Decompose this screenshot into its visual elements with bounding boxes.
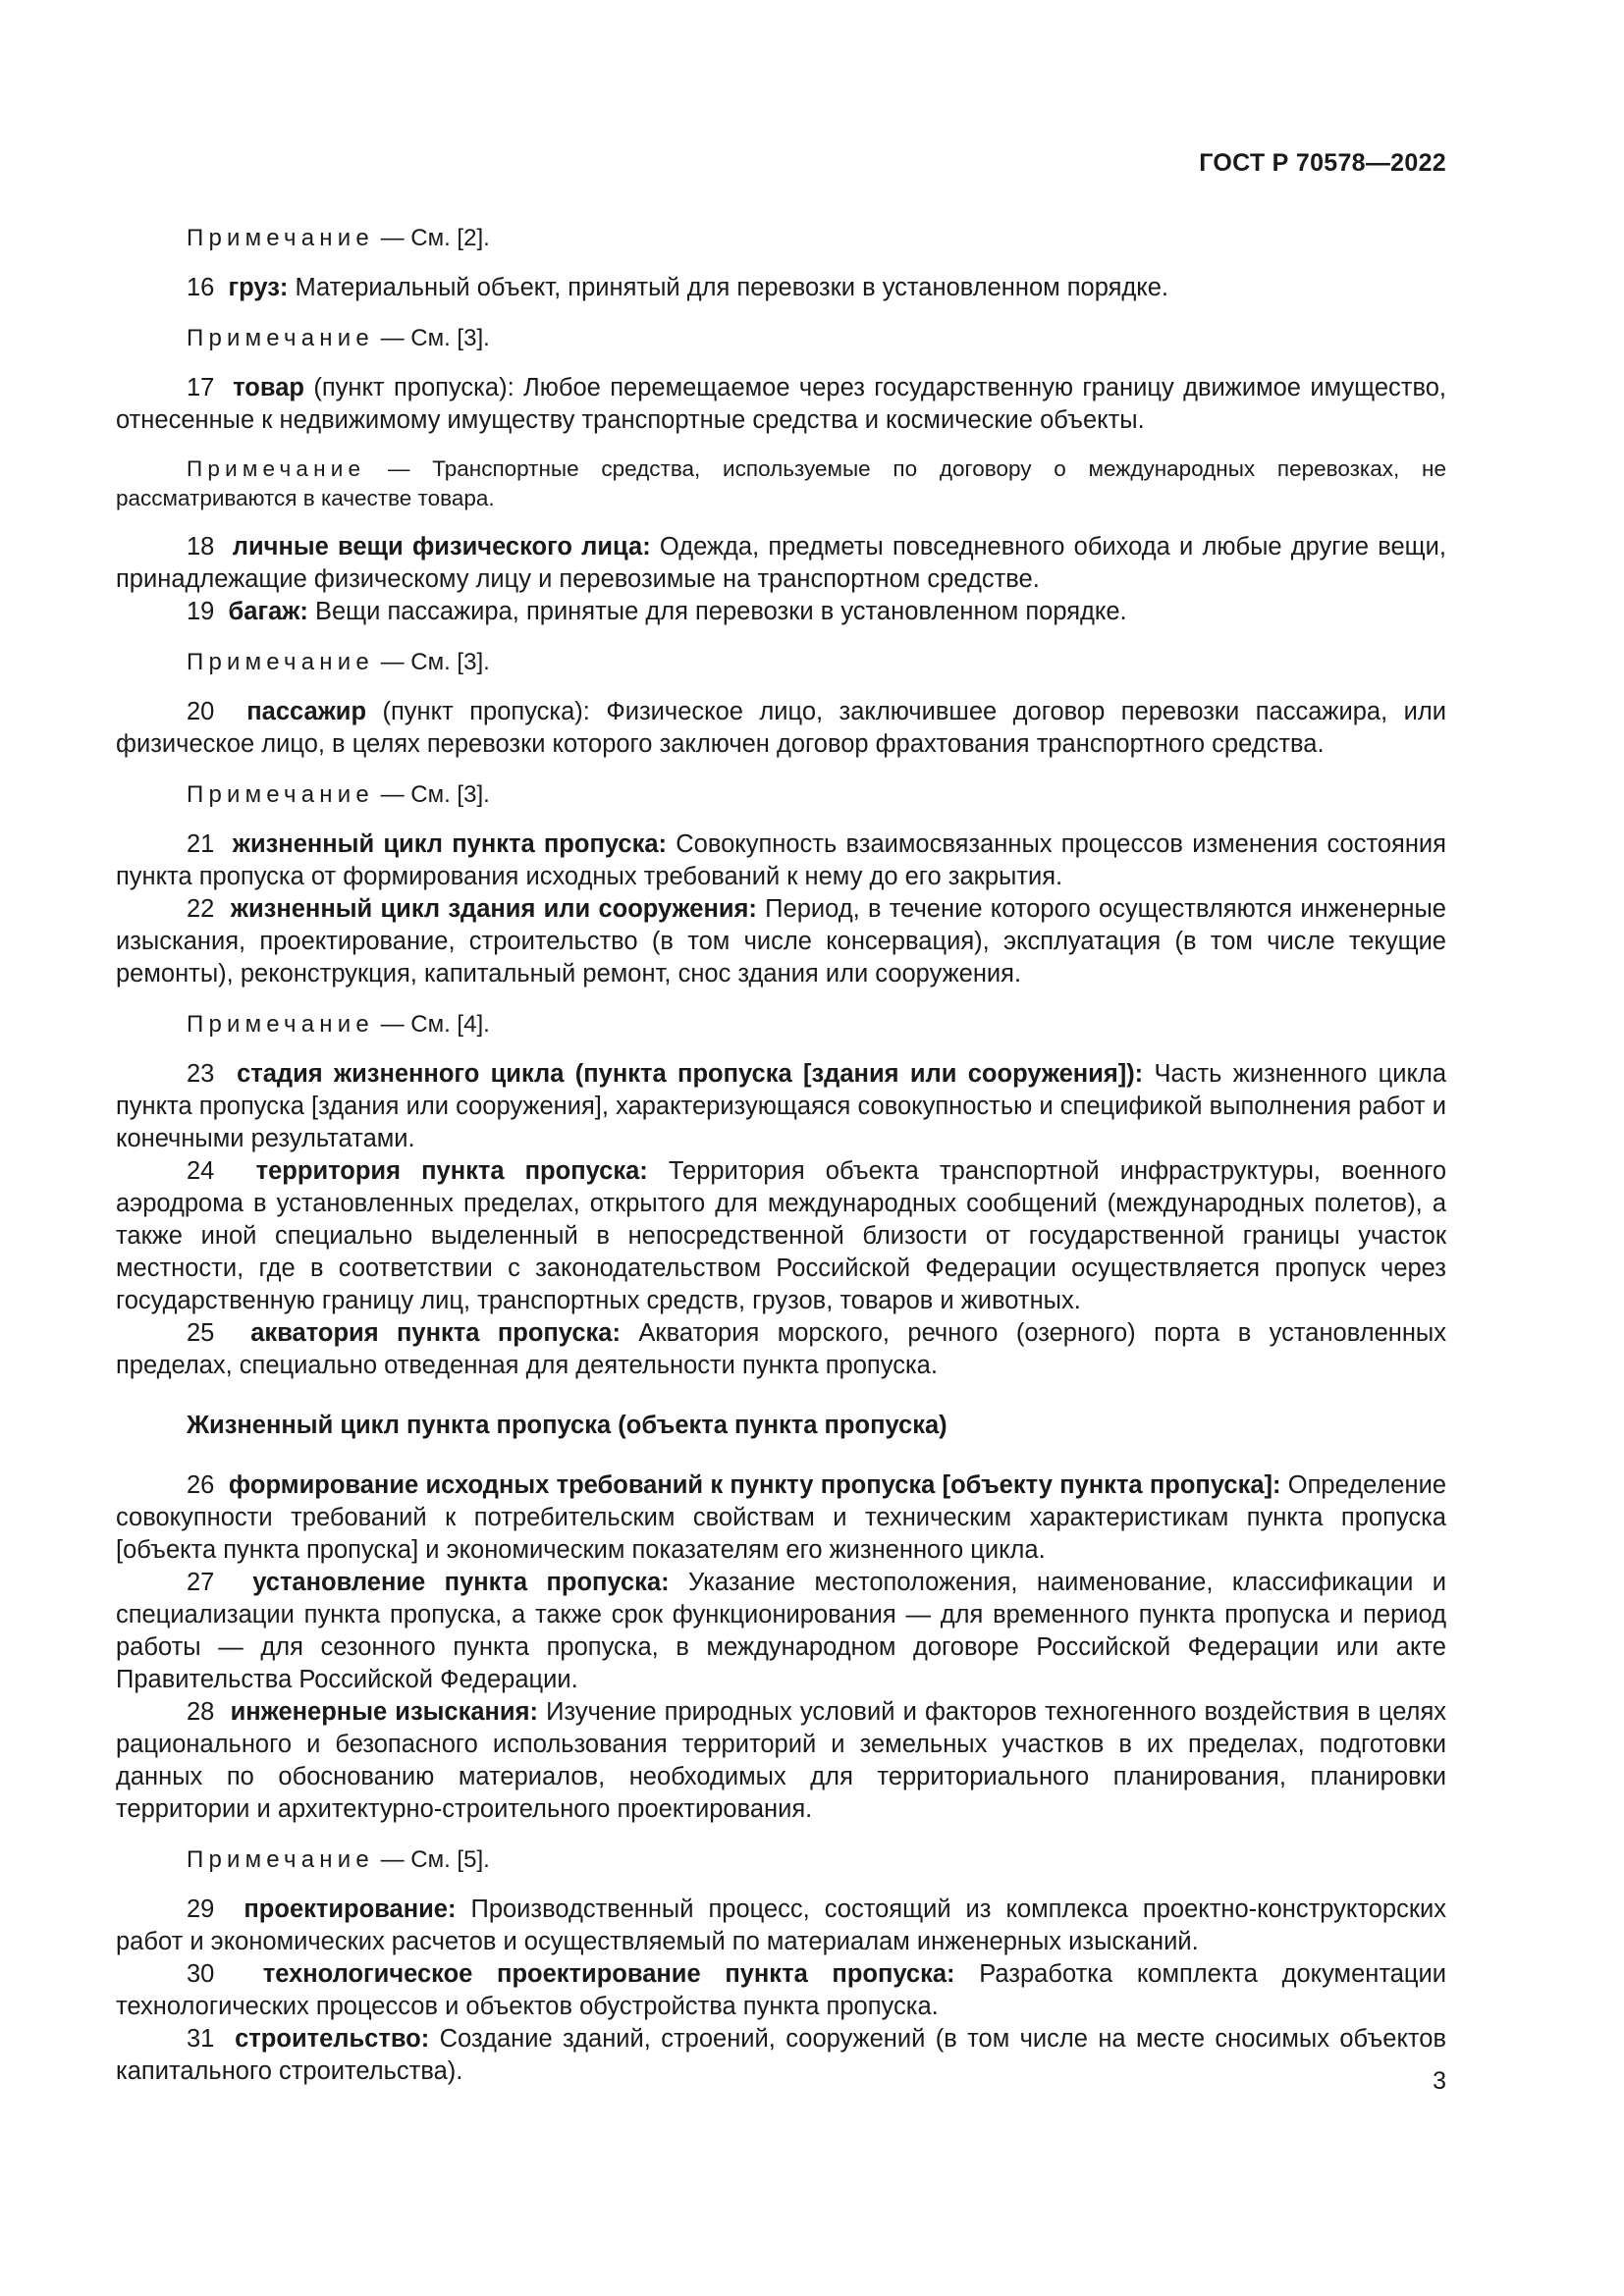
term-entry: 20 пассажир (пункт пропуска): Физическое лицо, заключившее договор перевозки пассажира, или физическое лицо, в целях перевозки которого заключен договор фрахтования транспортного средства. (116, 698, 1446, 758)
term-entry: 23 стадия жизненного цикла (пункта пропуска [здания или сооружения]): Часть жизненного цикла пункта пропуска [здания или сооружения], характеризующаяся совокупностью и спецификой выполнения работ и конечными результатами. (116, 1060, 1447, 1152)
note-label: Примечание (187, 325, 374, 351)
page-number: 3 (1433, 2067, 1446, 2095)
note-label: Примечание (187, 1011, 374, 1038)
note-label: Примечание (187, 225, 374, 251)
term-entry: 21 жизненный цикл пункта пропуска: Совокупность взаимосвязанных процессов изменения состояния пункта пропуска от формирования исходных требований к нему до его закрытия. (116, 830, 1446, 890)
term-entry: 25 акватория пункта пропуска: Акватория морского, речного (озерного) порта в установленных пределах, специально отведенная для деятельности пункта пропуска. (116, 1319, 1447, 1379)
note-label: Примечание (187, 456, 366, 481)
term-entry: 31 строительство: Создание зданий, строений, сооружений (в том числе на месте сносимых объектов капитального строительства). (116, 2025, 1447, 2085)
term-entry: 26 формирование исходных требований к пункту пропуска [объекту пункта пропуска]: Определение совокупности требований к потребительским свойствам и техническим характеристикам пункта пропуска [объекта пункта пропуска] и экономическим показателям его жизненного цикла. (116, 1471, 1446, 1564)
term-name: пассажир (246, 698, 367, 725)
term-entry: 18 личные вещи физического лица: Одежда, предметы повседневного обихода и любые другие вещи, принадлежащие физическому лицу и перевозимые на транспортном средстве. (116, 533, 1446, 593)
note-label: Примечание (187, 781, 374, 808)
term-entry: 30 технологическое проектирование пункта пропуска: Разработка комплекта документации технологических процессов и объектов обустройства пункта пропуска. (116, 1960, 1446, 2020)
term-entry: 17 товар (пункт пропуска): Любое перемещаемое через государственную границу движимое имущество, отнесенные к недвижимому имуществу транспортные средства и космические объекты. (116, 374, 1447, 434)
note-label: Примечание (187, 649, 374, 675)
note: Примечание — См. [3]. (187, 649, 490, 675)
note: Примечание — См. [3]. (187, 325, 490, 351)
note: Примечание — См. [2]. (187, 225, 490, 251)
term-name: проектирование: (244, 1896, 457, 1923)
terms-list (116, 222, 1446, 2088)
term-entry: 24 территория пункта пропуска: Территория объекта транспортной инфраструктуры, военного аэродрома в установленных пределах, открытого для международных сообщений (международных полетов), а также иной специально выделенный в непосредственной близости от государственной границы участок местности, где в соответствии с законодательством Российской Федерации осуществляется пропуск через государственную границу лиц, транспортных средств, грузов, товаров и животных. (116, 1157, 1446, 1314)
term-name: формирование исходных требований к пункту пропуска [объекту пункта пропуска]: (228, 1471, 1281, 1499)
note: Примечание — См. [3]. (187, 781, 490, 808)
term-name: акватория пункта пропуска: (250, 1319, 621, 1347)
term-entry: 29 проектирование: Производственный процесс, состоящий из комплекса проектно-конструкторских работ и экономических расчетов и осуществляемый по материалам инженерных изысканий. (116, 1896, 1447, 1955)
term-name: груз: (228, 274, 289, 301)
term-entry: 27 установление пункта пропуска: Указание местоположения, наименование, классификации и специализации пункта пропуска, а также срок функционирования — для временного пункта пропуска и период работы — для сезонного пункта пропуска, в международном договоре Российской Федерации или акте Правительства Российской Федерации. (116, 1569, 1446, 1693)
term-name: жизненный цикл здания или сооружения: (230, 895, 757, 923)
term-entry: 22 жизненный цикл здания или сооружения: Период, в течение которого осуществляются инженерные изыскания, проектирование, строительство (в том числе консервация), эксплуатация (в том числе текущие ремонты), реконструкция, капитальный ремонт, снос здания или сооружения. (116, 895, 1446, 988)
term-name: багаж: (228, 598, 308, 625)
term-name: инженерные изыскания: (230, 1698, 538, 1726)
term-name: стадия жизненного цикла (пункта пропуска [здания или сооружения]): (237, 1060, 1144, 1088)
note: Примечание — Транспортные средства, используемые по договору о международных перевозках, не рассматриваются в качестве товара. (116, 456, 1446, 510)
standard-designation: ГОСТ Р 70578—2022 (1199, 149, 1446, 177)
term-name: строительство: (235, 2025, 430, 2053)
term-entry: 19 багаж: Вещи пассажира, принятые для перевозки в установленном порядке. (187, 598, 1127, 625)
term-name: личные вещи физического лица: (232, 533, 651, 561)
term-name: технологическое проектирование пункта пропуска: (262, 1960, 955, 1988)
term-name: установление пункта пропуска: (252, 1569, 670, 1596)
note: Примечание — См. [4]. (187, 1011, 490, 1038)
section-heading: Жизненный цикл пункта пропуска (объекта пункта пропуска) (187, 1412, 947, 1439)
term-name: товар (233, 374, 304, 401)
term-name: территория пункта пропуска: (255, 1157, 648, 1185)
term-entry: 28 инженерные изыскания: Изучение природных условий и факторов техногенного воздействия в целях рационального и безопасного использования территорий и земельных участков в их пределах, подготовки данных по обоснованию материалов, необходимых для территориального планирования, планировки территории и архитектурно-строительного проектирования. (116, 1698, 1446, 1823)
term-name: жизненный цикл пункта пропуска: (232, 830, 668, 858)
note-label: Примечание (187, 1846, 374, 1873)
note: Примечание — См. [5]. (187, 1846, 490, 1873)
term-entry: 16 груз: Материальный объект, принятый для перевозки в установленном порядке. (187, 274, 1169, 301)
